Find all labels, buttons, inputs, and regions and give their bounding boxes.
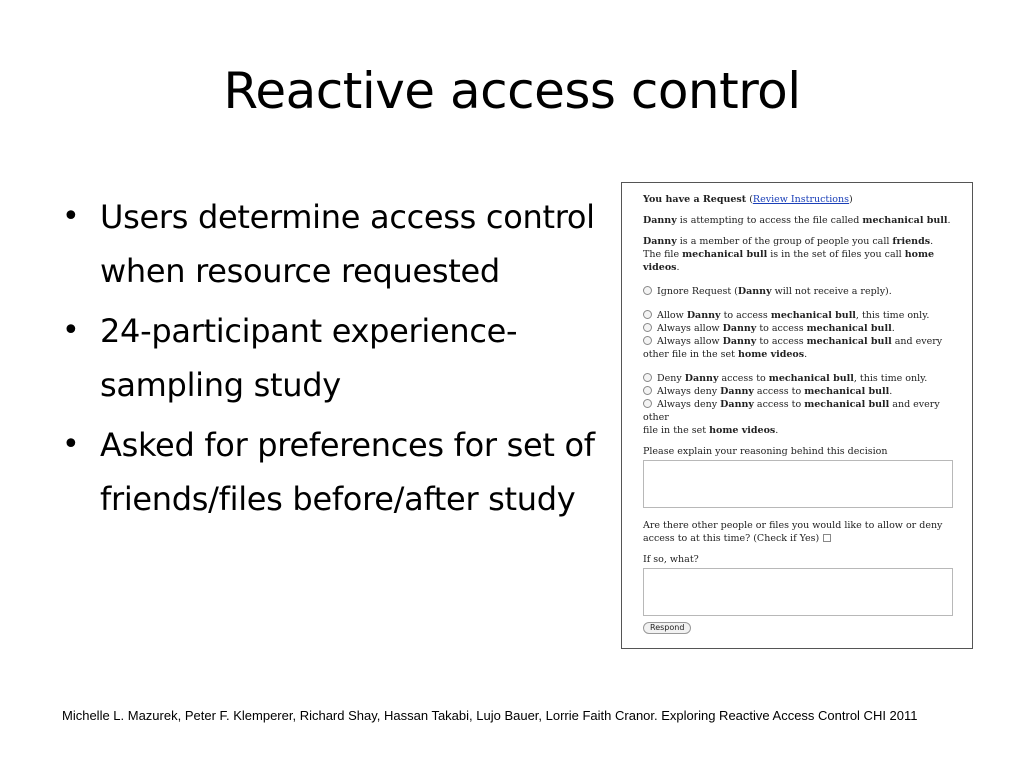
file-name: mechanical bull: [682, 249, 768, 260]
review-instructions-link[interactable]: Review Instructions: [752, 194, 849, 205]
membership-end: .: [930, 236, 934, 247]
requester-name: Danny: [722, 323, 757, 334]
file-name: mechanical bull: [768, 373, 854, 384]
bullet-text: Asked for preferences for set of friends/files before/after study: [100, 426, 595, 518]
option-text: other file in the set: [643, 349, 738, 360]
other-question: [643, 532, 962, 545]
allow-once-option[interactable]: [643, 309, 962, 322]
bullet-item: [60, 418, 600, 526]
requester-name: Danny: [684, 373, 719, 384]
file-name: mechanical bull: [770, 310, 856, 321]
radio-button[interactable]: [643, 286, 652, 295]
attempt-mid: is attempting to access the file called: [676, 215, 863, 226]
option-text: Ignore Request (: [657, 286, 738, 297]
option-text: to access: [756, 336, 807, 347]
other-question-line1: Are there other people or files you would like to allow or deny: [643, 520, 943, 531]
requester-name: Danny: [737, 286, 772, 297]
radio-button[interactable]: [643, 310, 652, 319]
file-name: mechanical bull: [862, 215, 948, 226]
allow-all-option[interactable]: [643, 335, 962, 348]
citation: Michelle L. Mazurek, Peter F. Klemperer, Richard Shay, Hassan Takabi, Lujo Bauer, Lorrie Faith Cranor. Exploring Reactive Access Control CHI 2011: [62, 708, 918, 723]
bullet-item: [60, 190, 600, 298]
other-question-line2: access to at this time? (Check if Yes): [643, 533, 820, 544]
ifso-label: If so, what?: [643, 554, 699, 565]
file-name: mechanical bull: [806, 323, 892, 334]
requester-name: Danny: [686, 310, 721, 321]
ifso-textarea[interactable]: [643, 568, 953, 616]
option-text: and every: [891, 336, 943, 347]
set-name: home videos: [709, 425, 776, 436]
option-text: will not receive a reply).: [771, 286, 892, 297]
fileset-start: The file: [643, 249, 683, 260]
requester-name: Danny: [643, 236, 677, 247]
option-text: access to: [753, 386, 805, 397]
option-text: to access: [756, 323, 807, 334]
explain-label: Please explain your reasoning behind this decision: [643, 446, 888, 457]
bullet-text: Users determine access control when resource requested: [100, 198, 595, 290]
membership-mid: is a member of the group of people you call: [676, 236, 893, 247]
fileset-end: .: [676, 262, 680, 273]
file-name: mechanical bull: [804, 386, 890, 397]
option-text: Always allow: [657, 336, 723, 347]
option-text: .: [889, 386, 893, 397]
group-name: friends: [892, 236, 931, 247]
allow-always-option[interactable]: [643, 322, 962, 335]
ignore-option[interactable]: [643, 285, 962, 298]
explain-textarea[interactable]: [643, 460, 953, 508]
file-name: mechanical bull: [804, 399, 890, 410]
set-name: home videos: [643, 249, 935, 273]
option-text: Allow: [657, 310, 687, 321]
option-text: .: [804, 349, 808, 360]
bullet-icon: •: [62, 199, 80, 234]
slide-title: Reactive access control: [223, 62, 801, 120]
radio-button[interactable]: [643, 399, 652, 408]
requester-name: Danny: [720, 399, 754, 410]
allow-all-option-cont: [643, 348, 962, 361]
bullet-icon: •: [62, 427, 80, 462]
option-text: Always deny: [657, 399, 721, 410]
option-text: .: [891, 323, 895, 334]
option-text: and every other: [643, 399, 940, 423]
deny-all-option-cont: [643, 424, 962, 437]
set-name: home videos: [737, 349, 805, 360]
file-name: mechanical bull: [806, 336, 892, 347]
deny-all-option[interactable]: [643, 398, 962, 424]
option-text: Deny: [657, 373, 685, 384]
bullet-icon: •: [62, 313, 80, 348]
radio-button[interactable]: [643, 386, 652, 395]
deny-always-option[interactable]: [643, 385, 962, 398]
requester-name: Danny: [722, 336, 757, 347]
option-text: Always deny: [657, 386, 721, 397]
bullet-list: [60, 190, 600, 532]
fileset-mid: is in the set of files you call: [767, 249, 905, 260]
option-text: access to: [718, 373, 769, 384]
option-text: Always allow: [657, 323, 723, 334]
request-form-screenshot: [621, 182, 973, 649]
requester-name: Danny: [720, 386, 754, 397]
attempt-text: [643, 214, 962, 227]
option-text: access to: [753, 399, 805, 410]
bullet-item: [60, 304, 600, 412]
requester-name: Danny: [643, 215, 677, 226]
option-text: .: [775, 425, 779, 436]
attempt-end: .: [947, 215, 951, 226]
form-header: You have a Request (Review Instructions): [643, 194, 853, 205]
option-text: file in the set: [643, 425, 710, 436]
radio-button[interactable]: [643, 373, 652, 382]
radio-button[interactable]: [643, 336, 652, 345]
option-text: to access: [720, 310, 771, 321]
option-text: , this time only.: [855, 310, 930, 321]
fileset-text: [643, 248, 962, 274]
option-text: , this time only.: [853, 373, 928, 384]
bullet-text: 24-participant experience-sampling study: [100, 312, 518, 404]
radio-button[interactable]: [643, 323, 652, 332]
membership-text: [643, 235, 962, 248]
respond-button[interactable]: Respond: [643, 622, 691, 634]
deny-once-option[interactable]: [643, 372, 962, 385]
form-header-text: You have a Request: [643, 194, 747, 205]
yes-checkbox[interactable]: [823, 534, 831, 542]
